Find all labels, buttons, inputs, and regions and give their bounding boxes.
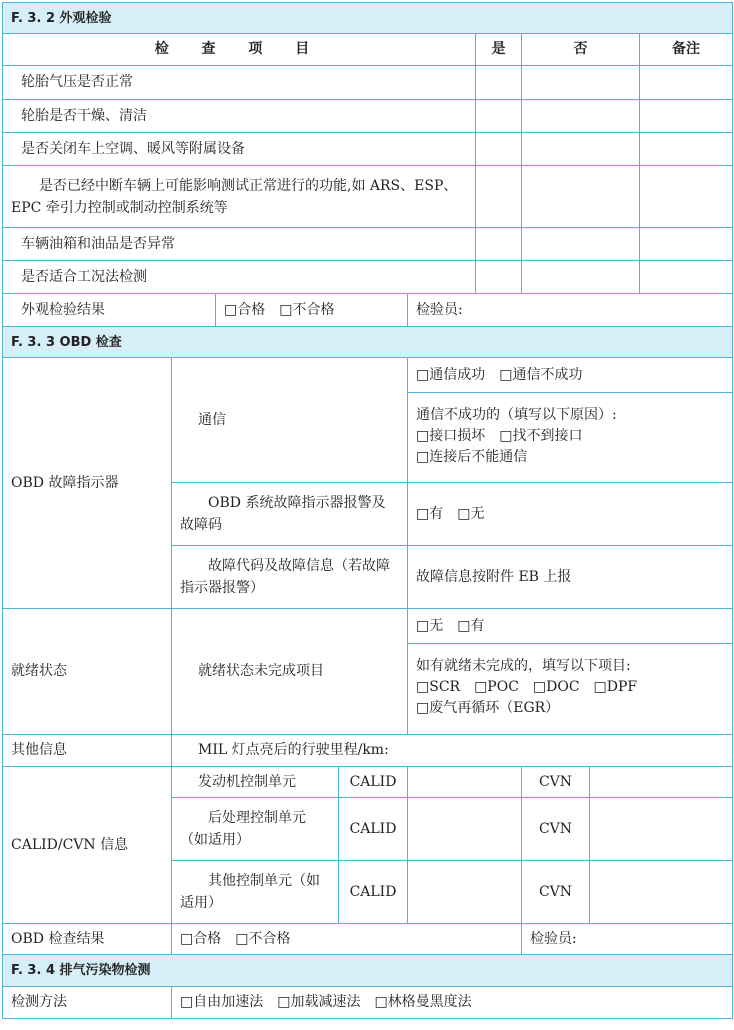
- comm-fail-note: 通信不成功的（填写以下原因）:: [416, 407, 617, 423]
- check-item: 是否适合工况法检测: [3, 261, 476, 294]
- remark-cell[interactable]: [640, 166, 733, 228]
- ready-item: 就绪状态未完成项目: [172, 609, 408, 735]
- remark-cell[interactable]: [640, 133, 733, 166]
- check-item: 是否关闭车上空调、暖风等附属设备: [3, 133, 476, 166]
- ready-note: 如有就绪未完成的，填写以下项目:: [416, 658, 631, 674]
- yes-cell[interactable]: [476, 133, 522, 166]
- cvn-label: CVN: [522, 767, 590, 798]
- table-row: [3, 133, 733, 166]
- comm-options[interactable]: □通信成功 □通信不成功: [408, 358, 732, 393]
- obd-result-label: OBD 检查结果: [3, 924, 172, 955]
- comm-label: 通信: [172, 358, 408, 483]
- other-info-value[interactable]: MIL 灯点亮后的行驶里程/km:: [172, 735, 733, 767]
- check-item: 是否已经中断车辆上可能影响测试正常进行的功能,如 ARS、ESP、EPC 牵引力控制或制动控制系统等: [3, 166, 476, 228]
- comm-fail-options-2[interactable]: □连接后不能通信: [416, 449, 528, 465]
- header-yes: 是: [476, 34, 522, 66]
- section-title-obd: F. 3. 3 OBD 检查: [3, 327, 733, 358]
- remark-cell[interactable]: [640, 261, 733, 294]
- ready-label: 就绪状态: [3, 609, 172, 735]
- yes-cell[interactable]: [476, 261, 522, 294]
- remark-cell[interactable]: [640, 228, 733, 261]
- calid-label: CALID: [339, 798, 408, 861]
- appearance-result-options[interactable]: □合格 □不合格: [216, 294, 408, 327]
- test-method-label: 检测方法: [3, 987, 172, 1019]
- section-title-appearance: F. 3. 2 外观检验: [3, 3, 733, 34]
- check-item: 轮胎是否干燥、清洁: [3, 100, 476, 133]
- no-cell[interactable]: [522, 228, 640, 261]
- cvn-value[interactable]: [590, 861, 733, 924]
- no-cell[interactable]: [522, 166, 640, 228]
- ready-options-1[interactable]: □SCR □POC □DOC □DPF: [416, 679, 638, 695]
- obd-mil-label: OBD 故障指示器: [3, 358, 172, 609]
- test-method-options[interactable]: □自由加速法 □加载减速法 □林格曼黑度法: [172, 987, 733, 1019]
- cvn-value[interactable]: [590, 798, 733, 861]
- comm-fail-options-1[interactable]: □接口损坏 □找不到接口: [416, 428, 583, 444]
- appearance-result-label: 外观检验结果: [3, 294, 216, 327]
- no-cell[interactable]: [522, 66, 640, 100]
- yes-cell[interactable]: [476, 100, 522, 133]
- calid-label: CALID: [339, 861, 408, 924]
- yes-cell[interactable]: [476, 166, 522, 228]
- calid-value[interactable]: [408, 798, 522, 861]
- appearance-inspector[interactable]: 检验员:: [408, 294, 733, 327]
- inspection-form: [2, 2, 733, 1019]
- cvn-label: CVN: [522, 861, 590, 924]
- fault-value: 故障信息按附件 EB 上报: [408, 546, 733, 609]
- other-info-label: 其他信息: [3, 735, 172, 767]
- control-unit-label: 后处理控制单元（如适用）: [172, 798, 339, 861]
- cvn-label: CVN: [522, 798, 590, 861]
- table-row: [3, 767, 733, 798]
- header-remark: 备注: [640, 34, 733, 66]
- remark-cell[interactable]: [640, 66, 733, 100]
- calid-value[interactable]: [408, 767, 522, 798]
- obd-result-options[interactable]: □合格 □不合格: [172, 924, 522, 955]
- header-item: 检 查 项 目: [3, 34, 476, 66]
- cvn-value[interactable]: [590, 767, 733, 798]
- yes-cell[interactable]: [476, 66, 522, 100]
- control-unit-label: 其他控制单元（如适用）: [172, 861, 339, 924]
- table-row: [3, 100, 733, 133]
- table-row: [3, 66, 733, 100]
- alarm-label: OBD 系统故障指示器报警及故障码: [172, 483, 408, 546]
- no-cell[interactable]: [522, 133, 640, 166]
- control-unit-label: 发动机控制单元: [172, 767, 339, 798]
- calid-cvn-label: CALID/CVN 信息: [3, 767, 172, 924]
- fault-label: 故障代码及故障信息（若故障指示器报警）: [172, 546, 408, 609]
- no-cell[interactable]: [522, 261, 640, 294]
- calid-value[interactable]: [408, 861, 522, 924]
- ready-options[interactable]: □无 □有: [408, 609, 732, 644]
- table-row: [3, 261, 733, 294]
- obd-inspector[interactable]: 检验员:: [522, 924, 733, 955]
- header-no: 否: [522, 34, 640, 66]
- check-item: 轮胎气压是否正常: [3, 66, 476, 100]
- calid-label: CALID: [339, 767, 408, 798]
- ready-options-2[interactable]: □废气再循环（EGR）: [416, 700, 560, 716]
- section-title-emission: F. 3. 4 排气污染物检测: [3, 955, 733, 987]
- check-item: 车辆油箱和油品是否异常: [3, 228, 476, 261]
- alarm-options[interactable]: □有 □无: [408, 483, 733, 546]
- remark-cell[interactable]: [640, 100, 733, 133]
- table-row: [3, 166, 733, 228]
- yes-cell[interactable]: [476, 228, 522, 261]
- table-row: [3, 228, 733, 261]
- no-cell[interactable]: [522, 100, 640, 133]
